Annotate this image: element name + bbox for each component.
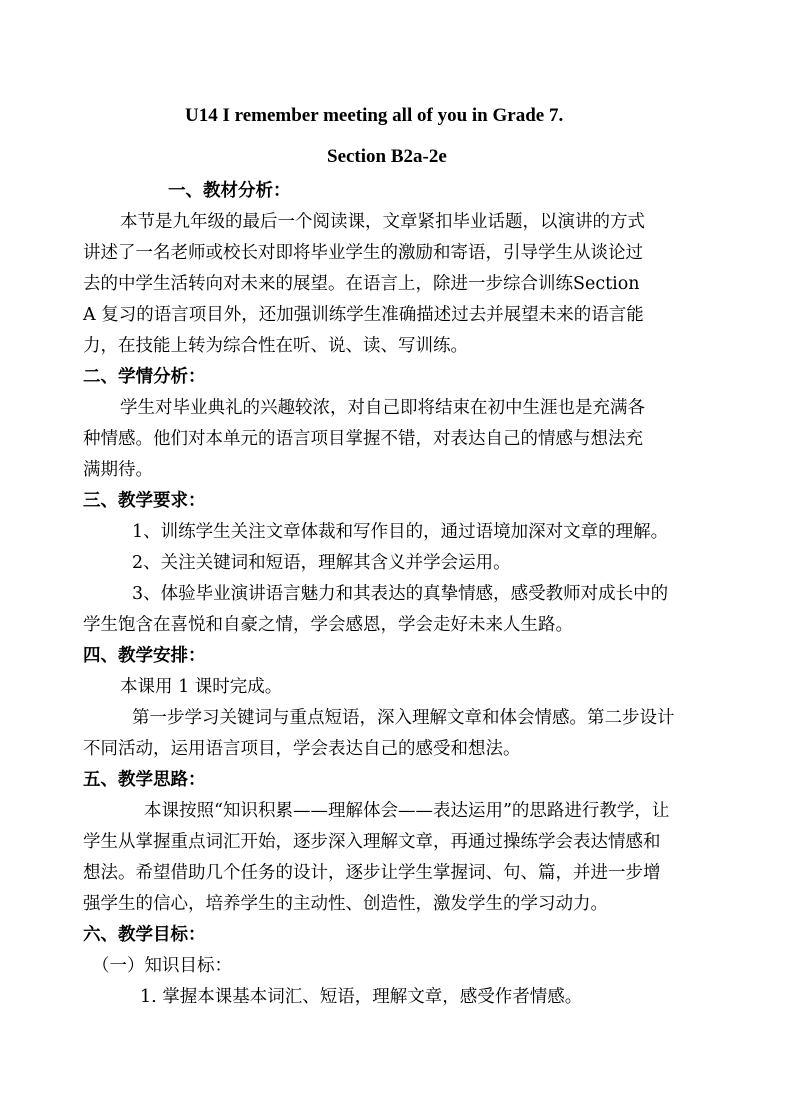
paragraph-line: 满期待。: [83, 460, 153, 480]
document-subtitle: Section B2a-2e: [327, 146, 447, 167]
paragraph-line: 强学生的信心，培养学生的主动性、创造性，激发学生的学习动力。: [83, 894, 608, 914]
list-item: 1. 掌握本课基本词汇、短语，理解文章，感受作者情感。: [140, 987, 583, 1007]
subsection-heading: （一）知识目标：: [92, 956, 232, 976]
section-heading-student-analysis: 二、学情分析：: [83, 367, 206, 387]
paragraph-line: 不同活动，运用语言项目，学会表达自己的感受和想法。: [83, 739, 521, 759]
list-item: 3、体验毕业演讲语言魅力和其表达的真挚情感，感受教师对成长中的: [132, 584, 669, 604]
paragraph-line: A 复习的语言项目外，还加强训练学生准确描述过去并展望未来的语言能: [83, 305, 644, 325]
paragraph-line: 去的中学生活转向对未来的展望。在语言上，除进一步综合训练Section: [83, 274, 640, 294]
paragraph-line: 种情感。他们对本单元的语言项目掌握不错，对表达自己的情感与想法充: [83, 429, 643, 449]
paragraph-line: 力，在技能上转为综合性在听、说、读、写训练。: [83, 336, 468, 356]
section-heading-teaching-requirements: 三、教学要求：: [83, 491, 206, 511]
paragraph-line: 想法。希望借助几个任务的设计，逐步让学生掌握词、句、篇，并进一步增: [83, 863, 661, 883]
list-item: 2、关注关键词和短语，理解其含义并学会运用。: [132, 553, 511, 573]
section-heading-textbook-analysis: 一、教材分析：: [168, 181, 291, 201]
section-heading-teaching-objectives: 六、教学目标：: [83, 925, 206, 945]
list-item: 1、训练学生关注文章体裁和写作目的，通过语境加深对文章的理解。: [132, 522, 669, 542]
paragraph-line: 本课用 1 课时完成。: [120, 677, 283, 697]
paragraph-line: 学生饱含在喜悦和自豪之情，学会感恩，学会走好未来人生路。: [83, 615, 573, 635]
paragraph-line: 讲述了一名老师或校长对即将毕业学生的激励和寄语，引导学生从谈论过: [83, 243, 643, 263]
paragraph-line: 学生从掌握重点词汇开始，逐步深入理解文章，再通过操练学会表达情感和: [83, 832, 661, 852]
paragraph-line: 第一步学习关键词与重点短语，深入理解文章和体会情感。第二步设计: [132, 708, 675, 728]
paragraph-line: 本节是九年级的最后一个阅读课，文章紧扣毕业话题，以演讲的方式: [120, 212, 645, 232]
paragraph-line: 学生对毕业典礼的兴趣较浓，对自己即将结束在初中生涯也是充满各: [120, 398, 645, 418]
paragraph-line: 本课按照“知识积累——理解体会——表达运用”的思路进行教学，让: [144, 801, 670, 821]
section-heading-teaching-arrangement: 四、教学安排：: [83, 646, 206, 666]
section-heading-teaching-approach: 五、教学思路：: [83, 770, 206, 790]
document-title: U14 I remember meeting all of you in Grade 7.: [185, 105, 564, 126]
